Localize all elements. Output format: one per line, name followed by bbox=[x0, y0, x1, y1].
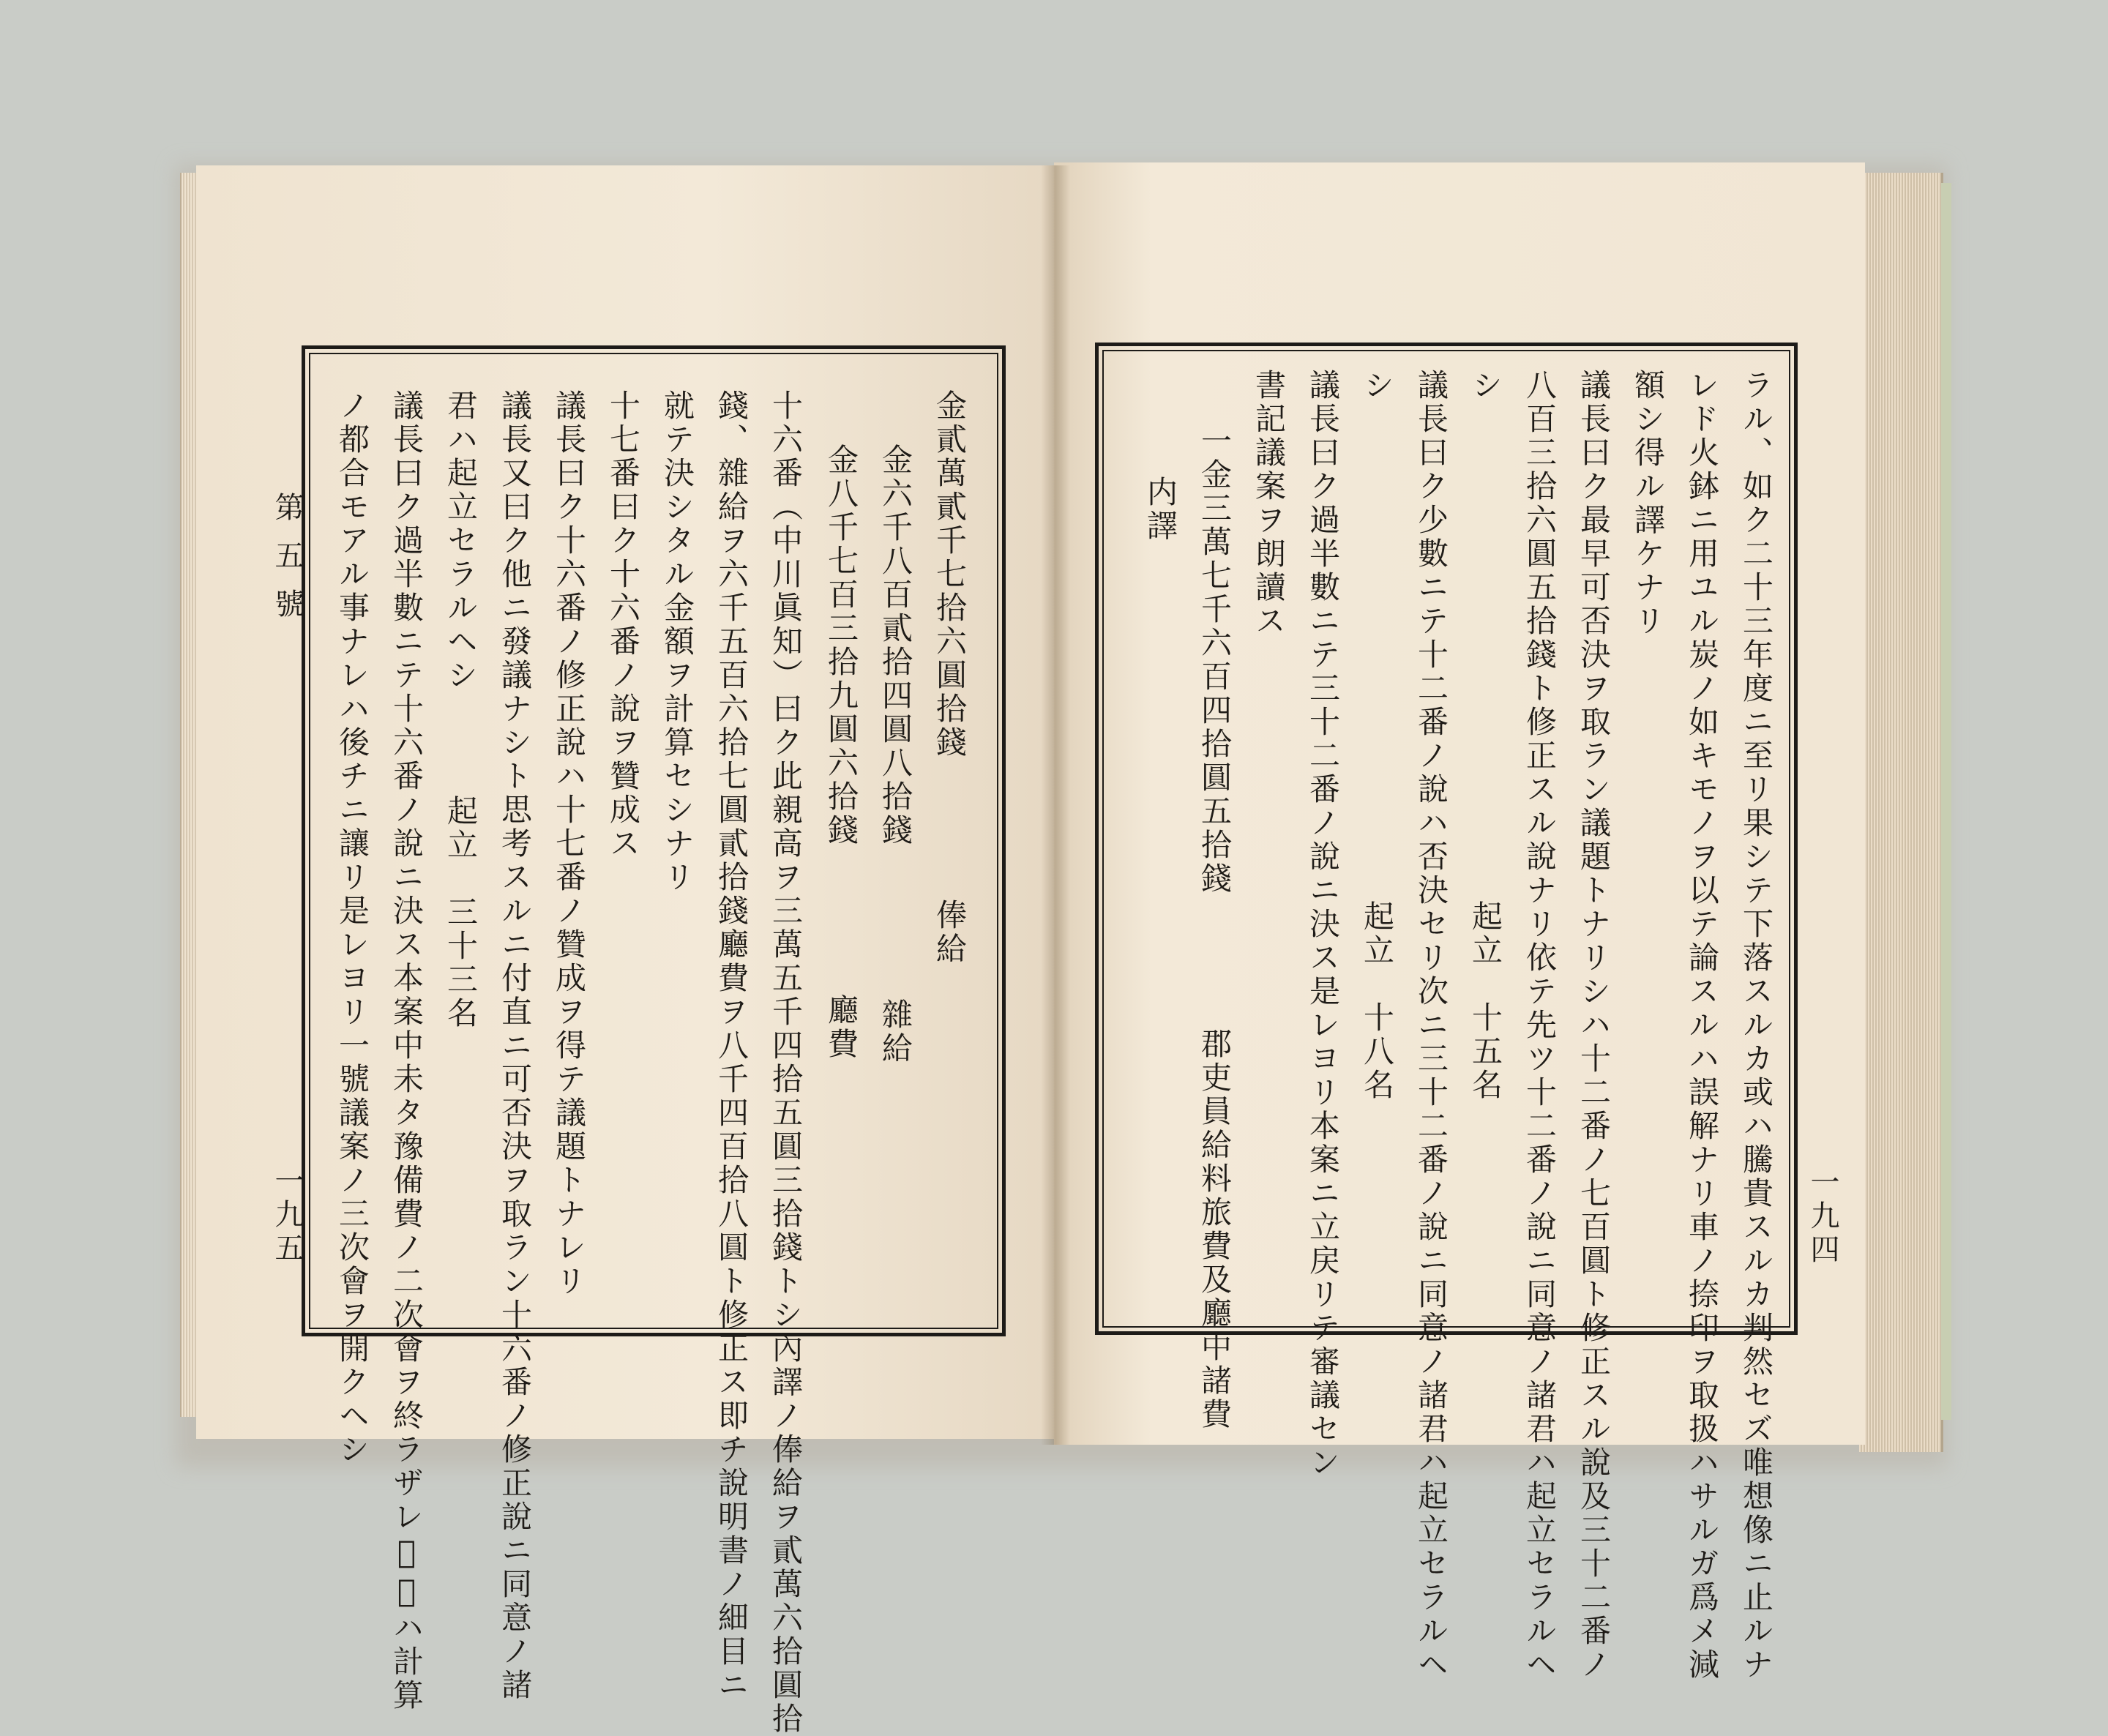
left-col-4: 十六番（中川眞知）曰ク此親高ヲ三萬五千四拾五圓三拾錢トシ內譯ノ俸給ヲ貳萬六拾圓拾 bbox=[768, 389, 804, 1736]
right-col-10: 書記議案ヲ朗讀ス bbox=[1251, 369, 1287, 638]
left-col-2: 金六千八百貳拾四圓八拾錢雜給 bbox=[878, 444, 913, 1066]
right-col-8: シ起立 十八名 bbox=[1359, 369, 1395, 1102]
right-col-5: 八百三拾六圓五拾錢ト修正スル說ナリ依テ先ツ十二番ノ說ニ同意ノ諸君ハ起立セラルヘ bbox=[1522, 369, 1558, 1682]
right-col-2: レド火鉢ニ用ユル炭ノ如キモノヲ以テ論スルハ誤解ナリ車ノ捺印ヲ取扱ハサルガ爲メ減 bbox=[1684, 369, 1720, 1682]
left-page-folio: 一九五 bbox=[270, 1165, 304, 1266]
left-page-header: 第五號 bbox=[270, 492, 304, 637]
right-col-3: 額シ得ル譯ケナリ bbox=[1630, 369, 1666, 638]
left-col-5: 錢、雜給ヲ六千五百六拾七圓貳拾錢廳費ヲ八千四百拾八圓ト修正ス即チ說明書ノ細目ニ bbox=[714, 389, 750, 1702]
right-col-4: 議長曰ク最早可否決ヲ取ラン議題トナリシハ十二番ノ七百圓ト修正スル說及三十二番ノ bbox=[1576, 369, 1612, 1682]
book-gutter bbox=[1041, 165, 1070, 1445]
left-col-9: 議長又曰ク他ニ發議ナシト思考スルニ付直ニ可否決ヲ取ラン十六番ノ修正說ニ同意ノ諸 bbox=[497, 389, 533, 1702]
right-col-9: 議長曰ク過半數ニテ三十二番ノ說ニ決ス是レヨリ本案ニ立戻リテ審議セン bbox=[1305, 369, 1341, 1480]
left-col-10: 君ハ起立セラルヘシ起立 三十三名 bbox=[443, 389, 479, 1030]
right-col-12: 内譯 bbox=[1143, 476, 1178, 543]
left-col-12: ノ都合モアル事ナレハ後チニ讓リ是レヨリ一號議案ノ三次會ヲ開クヘシ bbox=[334, 389, 370, 1467]
right-col-6: シ起立 十五名 bbox=[1468, 369, 1503, 1102]
left-col-6: 就テ決シタル金額ヲ計算セシナリ bbox=[659, 389, 695, 894]
right-page-folio: 一九四 bbox=[1806, 1167, 1839, 1268]
right-col-11: 一金三萬七千六百四拾圓五拾錢郡吏員給料旅費及廳中諸費 bbox=[1197, 424, 1233, 1432]
left-col-11: 議長曰ク過半數ニテ十六番ノ說ニ決ス本案中未タ豫備費ノ二次會ヲ終ラザレ𪜈此ハ計算 bbox=[389, 389, 425, 1713]
right-col-1: ラル、如ク二十三年度ニ至リ果シテ下落スルカ或ハ騰貴スルカ判然セズ唯想像ニ止ルナ bbox=[1738, 369, 1774, 1682]
cover-edge bbox=[1941, 183, 1951, 1420]
left-col-3: 金八千七百三拾九圓六拾錢廳費 bbox=[823, 444, 859, 1061]
left-col-7: 十七番曰ク十六番ノ說ヲ贊成ス bbox=[605, 389, 641, 861]
right-col-7: 議長曰ク少數ニテ十二番ノ說ハ否決セリ次ニ三十二番ノ說ニ同意ノ諸君ハ起立セラルヘ bbox=[1413, 369, 1449, 1682]
page-stack-right bbox=[1859, 173, 1943, 1452]
left-col-1: 金貳萬貳千七拾六圓拾錢俸給 bbox=[932, 389, 968, 966]
left-col-8: 議長曰ク十六番ノ修正說ハ十七番ノ贊成ヲ得テ議題トナレリ bbox=[551, 389, 587, 1298]
